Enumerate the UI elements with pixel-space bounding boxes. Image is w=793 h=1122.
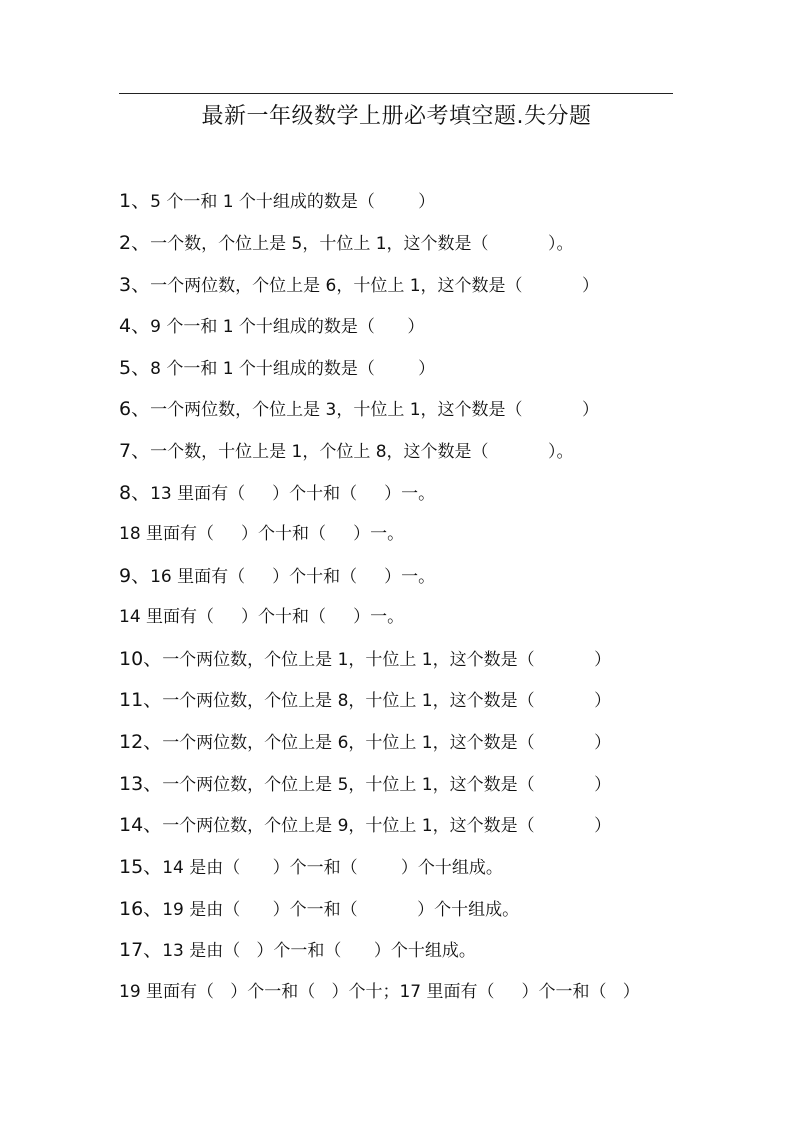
question-number: 9、	[119, 565, 151, 587]
question-line	[119, 647, 719, 672]
question-line	[119, 813, 719, 838]
question-number: 1、	[119, 190, 151, 212]
question-text: 14 里面有（ ）个十和（ ）一。	[119, 607, 405, 627]
question-number: 5、	[119, 357, 151, 379]
question-text: 9 个一和 1 个十组成的数是（ ）	[150, 317, 425, 337]
question-line	[119, 979, 719, 1004]
question-text: 一个两位数，个位上是 5，十位上 1，这个数是（ ）	[162, 775, 612, 795]
question-text: 一个两位数，个位上是 9，十位上 1，这个数是（ ）	[162, 816, 612, 836]
question-text: 一个两位数，个位上是 6，十位上 1，这个数是（ ）	[150, 276, 599, 296]
page-title: 最新一年级数学上册必考填空题.失分题	[201, 104, 592, 129]
question-number: 2、	[119, 232, 151, 254]
question-line	[119, 772, 719, 797]
question-number: 10、	[119, 648, 163, 670]
question-number: 11、	[119, 689, 163, 711]
question-text: 14 是由（ ）个一和（ ）个十组成。	[162, 858, 503, 878]
question-text: 一个两位数，个位上是 8，十位上 1，这个数是（ ）	[162, 691, 612, 711]
question-number: 4、	[119, 315, 151, 337]
question-line	[119, 604, 719, 629]
question-line	[119, 564, 719, 589]
question-line	[119, 897, 719, 922]
question-line	[119, 397, 719, 422]
question-text: 18 里面有（ ）个十和（ ）一。	[119, 524, 405, 544]
question-line	[119, 439, 719, 464]
question-line	[119, 730, 719, 755]
question-text: 一个数，十位上是 1，个位上 8，这个数是（ ）。	[150, 442, 574, 462]
question-line	[119, 231, 719, 256]
question-text: 一个两位数，个位上是 3，十位上 1，这个数是（ ）	[150, 400, 599, 420]
question-number: 12、	[119, 731, 163, 753]
question-text: 一个两位数，个位上是 6，十位上 1，这个数是（ ）	[162, 733, 612, 753]
question-number: 8、	[119, 482, 151, 504]
question-number: 6、	[119, 398, 151, 420]
question-line	[119, 938, 719, 963]
question-text: 16 里面有（ ）个十和（ ）一。	[150, 567, 436, 587]
question-text: 19 里面有（ ）个一和（ ）个十；17 里面有（ ）个一和（ ）	[119, 982, 640, 1002]
question-text: 5 个一和 1 个十组成的数是（ ）	[150, 192, 436, 212]
question-line	[119, 855, 719, 880]
question-text: 13 里面有（ ）个十和（ ）一。	[150, 484, 436, 504]
header-rule	[119, 93, 673, 94]
question-line	[119, 356, 719, 381]
question-line	[119, 273, 719, 298]
question-text: 一个两位数，个位上是 1，十位上 1，这个数是（ ）	[162, 650, 612, 670]
question-text: 一个数，个位上是 5，十位上 1，这个数是（ ）。	[150, 234, 574, 254]
question-line	[119, 314, 719, 339]
question-line	[119, 481, 719, 506]
question-number: 7、	[119, 440, 151, 462]
question-line	[119, 521, 719, 546]
question-number: 14、	[119, 814, 163, 836]
question-number: 16、	[119, 898, 163, 920]
question-text: 13 是由（ ）个一和（ ）个十组成。	[162, 941, 476, 961]
question-text: 19 是由（ ）个一和（ ）个十组成。	[162, 900, 520, 920]
question-number: 3、	[119, 274, 151, 296]
question-line	[119, 688, 719, 713]
question-number: 15、	[119, 856, 163, 878]
question-line	[119, 189, 719, 214]
question-number: 13、	[119, 773, 163, 795]
question-number: 17、	[119, 939, 163, 961]
question-text: 8 个一和 1 个十组成的数是（ ）	[150, 359, 436, 379]
